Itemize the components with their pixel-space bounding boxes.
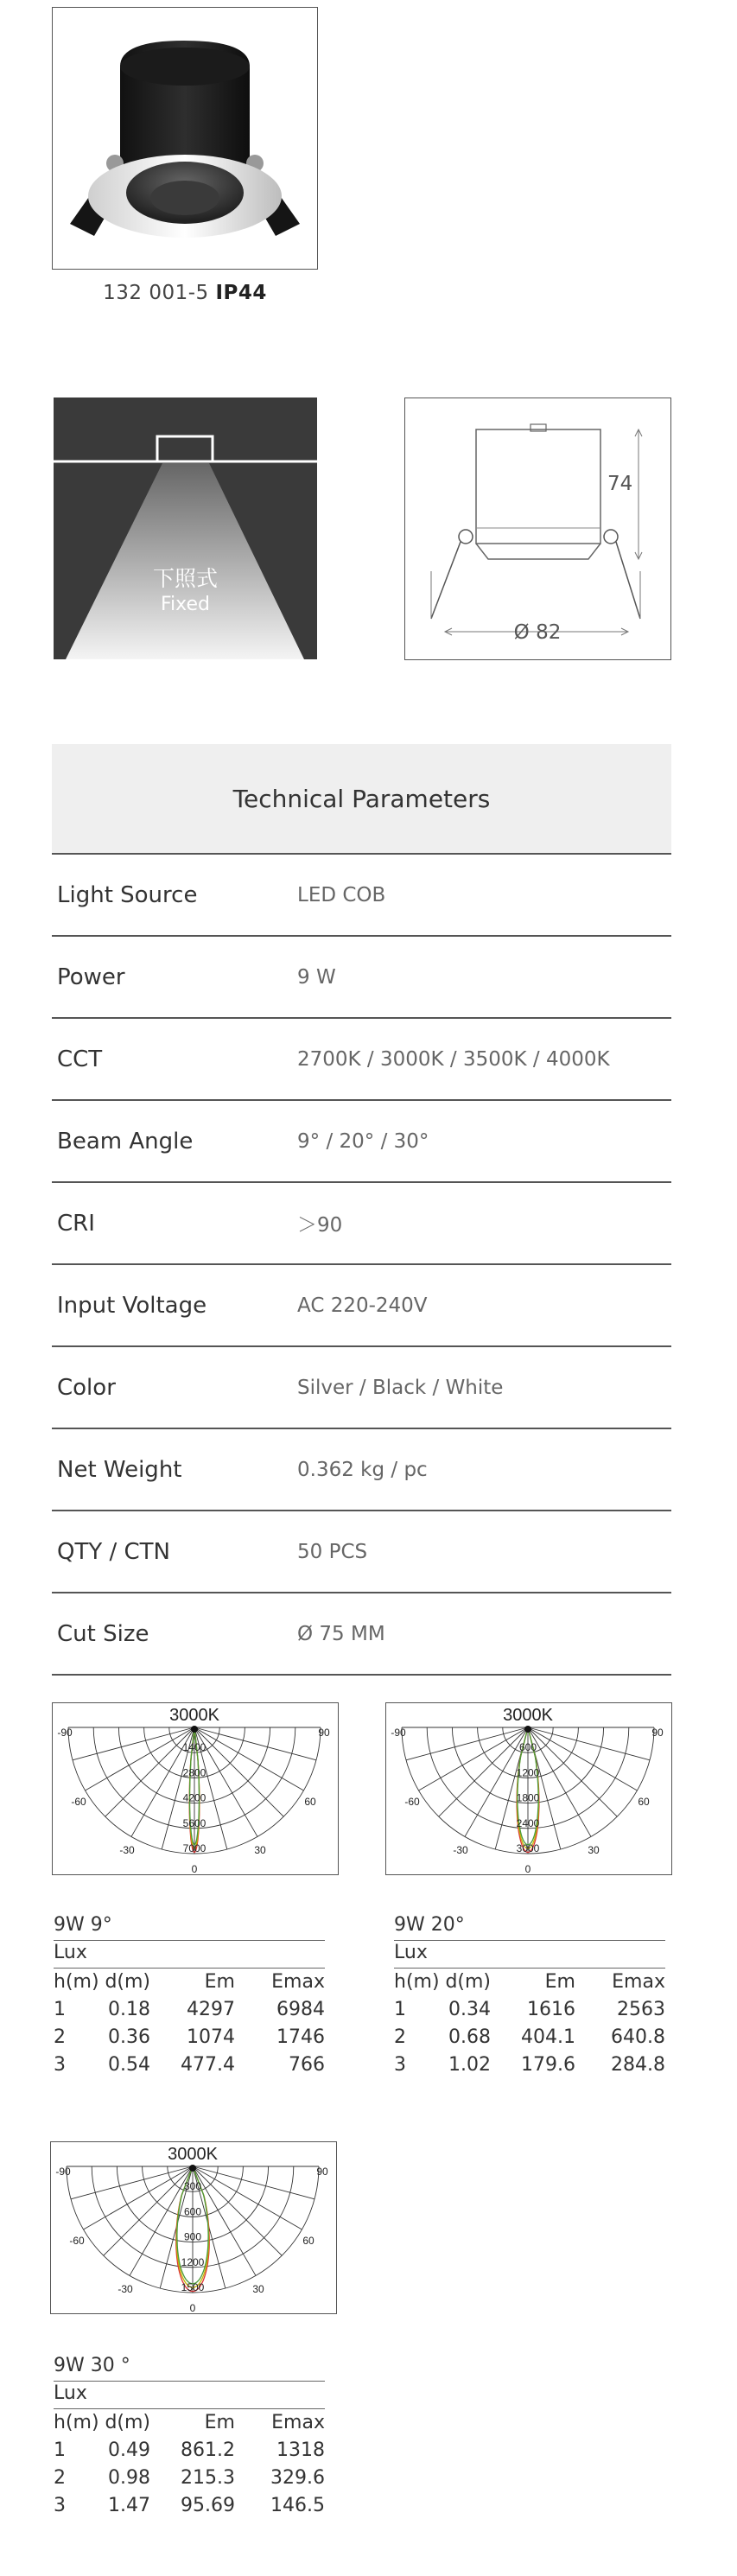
polar-spoke: [406, 1727, 528, 1760]
table-cell: 861.2: [181, 2439, 235, 2461]
beam-diagram: [54, 398, 317, 659]
table-cell: 0.36: [108, 2026, 150, 2048]
table-header-cell: h(m): [54, 1971, 99, 1993]
table-cell: 3: [54, 2054, 66, 2076]
polar-spoke: [84, 2166, 193, 2229]
param-value: 50 PCS: [297, 1540, 368, 1563]
param-row: [52, 855, 671, 937]
param-label: Cut Size: [57, 1620, 149, 1647]
param-value: AC 220-240V: [297, 1294, 428, 1317]
polar-radial-label: 2400: [516, 1816, 540, 1829]
polar-angle-label: 90: [316, 2166, 328, 2178]
polar-angle-label: 90: [318, 1727, 330, 1739]
polar-origin-dot: [191, 1726, 198, 1733]
table-title: 9W 9°: [54, 1914, 112, 1936]
table-cell: 179.6: [521, 2054, 575, 2076]
table-cell: 2: [54, 2026, 66, 2048]
polar-radial-label: 1500: [181, 2281, 205, 2293]
table-cell: 1.47: [108, 2495, 150, 2516]
param-label: Power: [57, 964, 125, 990]
table-cell: 1: [394, 1999, 406, 2020]
polar-radial-label: 4200: [182, 1791, 206, 1804]
polar-spoke: [193, 2166, 302, 2229]
polar-spoke: [73, 1727, 194, 1760]
table-rule: [54, 2408, 325, 2409]
polar-radial-label: 300: [183, 2180, 202, 2193]
table-header-cell: h(m): [394, 1971, 440, 1993]
table-cell: 2: [394, 2026, 406, 2048]
polar-title: 3000K: [169, 1706, 219, 1725]
table-cell: 0.98: [108, 2467, 150, 2489]
polar-spoke: [71, 2166, 193, 2199]
polar-radial-label: 7000: [182, 1842, 206, 1854]
polar-angle-label: 0: [191, 1863, 198, 1873]
table-cell: 3: [54, 2495, 66, 2516]
table-rule: [394, 1968, 665, 1969]
table-cell: 1318: [276, 2439, 325, 2461]
polar-angle-label: -60: [71, 1796, 86, 1808]
table-cell: 2: [54, 2467, 66, 2489]
table-header-cell: d(m): [105, 2412, 150, 2433]
table-unit: Lux: [394, 1942, 428, 1963]
table-cell: 1.02: [448, 2054, 491, 2076]
param-row: [52, 937, 671, 1019]
table-cell: 1: [54, 2439, 66, 2461]
polar-origin-dot: [524, 1726, 531, 1733]
polar-spoke: [86, 1727, 194, 1790]
param-row: [52, 1429, 671, 1511]
param-value: Silver / Black / White: [297, 1376, 504, 1399]
polar-angle-label: 0: [524, 1863, 531, 1873]
polar-chart-20deg: [385, 1702, 672, 1875]
beam-cone-graphic: [54, 398, 317, 659]
mounting-label-cn: 下照式: [152, 566, 218, 591]
table-cell: 329.6: [270, 2467, 325, 2489]
polar-chart-30deg: [50, 2141, 337, 2314]
table-cell: 3: [394, 2054, 406, 2076]
param-label: Input Voltage: [57, 1292, 207, 1319]
polar-chart-9deg: [52, 1702, 339, 1875]
polar-radial-label: 5600: [182, 1816, 206, 1829]
table-cell: 4297: [187, 1999, 235, 2020]
polar-radial-label: 1400: [182, 1741, 206, 1754]
param-label: CCT: [57, 1046, 103, 1072]
product-image-frame: [52, 7, 318, 270]
table-cell: 0.68: [448, 2026, 491, 2048]
dimension-drawing: [405, 398, 670, 658]
param-label: Net Weight: [57, 1456, 182, 1483]
table-rule: [54, 2381, 325, 2382]
polar-angle-label: -60: [69, 2235, 85, 2247]
param-row: [52, 1019, 671, 1101]
height-dimension: 74: [607, 473, 633, 495]
product-code-caption: [52, 282, 318, 304]
table-cell: 404.1: [521, 2026, 575, 2048]
polar-radial-label: 2800: [182, 1766, 206, 1779]
polar-angle-label: 60: [302, 2235, 314, 2247]
polar-angle-label: -30: [119, 1844, 135, 1856]
table-header-cell: Emax: [612, 1971, 665, 1993]
table-header-cell: d(m): [445, 1971, 491, 1993]
table-cell: 284.8: [611, 2054, 665, 2076]
polar-spoke: [419, 1727, 528, 1790]
table-cell: 95.69: [181, 2495, 235, 2516]
param-label: QTY / CTN: [57, 1538, 171, 1565]
table-cell: 146.5: [270, 2495, 325, 2516]
table-cell: 1746: [276, 2026, 325, 2048]
dimension-drawing-frame: [404, 398, 671, 660]
polar-angle-label: 60: [304, 1796, 316, 1808]
polar-angle-label: -30: [118, 2283, 133, 2295]
table-cell: 0.18: [108, 1999, 150, 2020]
param-label: Color: [57, 1374, 116, 1401]
polar-radial-label: 1200: [516, 1766, 540, 1779]
downlight-product-image: [53, 8, 316, 268]
product-code: 132 001-5: [103, 282, 209, 304]
polar-angle-label: -90: [57, 1727, 73, 1739]
polar-spoke: [439, 1727, 528, 1816]
param-value: Ø 75 MM: [297, 1622, 385, 1645]
ip-rating: IP44: [215, 282, 267, 304]
technical-parameters-table: [52, 744, 671, 1676]
table-rule: [394, 1940, 665, 1941]
table-cell: 477.4: [181, 2054, 235, 2076]
table-rule: [54, 1940, 325, 1941]
photometric-table-9deg: [54, 1914, 325, 2076]
param-label: CRI: [57, 1210, 95, 1237]
param-row: [52, 1511, 671, 1593]
polar-angle-label: -90: [55, 2166, 71, 2178]
table-cell: 0.54: [108, 2054, 150, 2076]
polar-angle-label: 60: [638, 1796, 650, 1808]
polar-origin-dot: [189, 2165, 196, 2172]
param-value: 9 W: [297, 965, 336, 989]
polar-angle-label: 30: [254, 1844, 266, 1856]
polar-spoke: [528, 1727, 617, 1816]
polar-radial-label: 600: [183, 2205, 202, 2218]
table-header-cell: Em: [544, 1971, 575, 1993]
table-cell: 766: [289, 2054, 325, 2076]
polar-spoke: [194, 1727, 316, 1760]
table-header-cell: Emax: [271, 1971, 325, 1993]
polar-angle-label: -60: [404, 1796, 420, 1808]
param-label: Beam Angle: [57, 1128, 194, 1154]
table-title: 9W 20°: [394, 1914, 465, 1936]
param-value: 9° / 20° / 30°: [297, 1129, 429, 1153]
param-row: [52, 1183, 671, 1265]
polar-title: 3000K: [168, 2145, 218, 2164]
table-cell: 215.3: [181, 2467, 235, 2489]
table-cell: 1616: [527, 1999, 575, 2020]
param-value: 2700K / 3000K / 3500K / 4000K: [297, 1047, 610, 1071]
polar-spoke: [193, 2166, 314, 2199]
table-rule: [54, 1968, 325, 1969]
polar-spoke: [528, 1727, 650, 1760]
table-cell: 2563: [617, 1999, 665, 2020]
table-unit: Lux: [54, 2382, 87, 2404]
table-title: 9W 30 °: [54, 2355, 130, 2376]
table-unit: Lux: [54, 1942, 87, 1963]
table-cell: 6984: [276, 1999, 325, 2020]
table-header-cell: Emax: [271, 2412, 325, 2433]
polar-radial-label: 1200: [181, 2255, 205, 2268]
table-header-cell: h(m): [54, 2412, 99, 2433]
table-header-cell: Em: [204, 2412, 235, 2433]
diameter-dimension: Ø 82: [513, 621, 562, 644]
parameters-title: Technical Parameters: [52, 744, 671, 855]
polar-angle-label: 30: [588, 1844, 600, 1856]
polar-spoke: [105, 1727, 194, 1816]
param-row: [52, 1347, 671, 1429]
param-label: Light Source: [57, 881, 198, 908]
param-row: [52, 1101, 671, 1183]
param-value: LED COB: [297, 883, 386, 906]
table-cell: 0.34: [448, 1999, 491, 2020]
photometric-table-30deg: [54, 2355, 325, 2516]
polar-radial-label: 3000: [516, 1842, 540, 1854]
table-cell: 640.8: [611, 2026, 665, 2048]
polar-spoke: [194, 1727, 303, 1790]
table-cell: 0.49: [108, 2439, 150, 2461]
param-row: [52, 1593, 671, 1676]
param-value: ＞90: [297, 1214, 343, 1237]
polar-angle-label: 90: [651, 1727, 664, 1739]
param-value: 0.362 kg / pc: [297, 1458, 428, 1481]
param-row: [52, 1265, 671, 1347]
polar-spoke: [194, 1727, 283, 1816]
polar-angle-label: 0: [189, 2302, 196, 2312]
polar-angle-label: -30: [453, 1844, 468, 1856]
polar-angle-label: -90: [391, 1727, 406, 1739]
table-header-cell: d(m): [105, 1971, 150, 1993]
polar-title: 3000K: [503, 1706, 553, 1725]
polar-radial-label: 600: [518, 1741, 537, 1754]
polar-spoke: [528, 1727, 637, 1790]
polar-radial-label: 1800: [516, 1791, 540, 1804]
mounting-label-en: Fixed: [160, 594, 210, 615]
polar-angle-label: 30: [252, 2283, 264, 2295]
photometric-table-20deg: [394, 1914, 665, 2076]
polar-radial-label: 900: [183, 2230, 202, 2243]
table-cell: 1074: [187, 2026, 235, 2048]
table-header-cell: Em: [204, 1971, 235, 1993]
table-cell: 1: [54, 1999, 66, 2020]
